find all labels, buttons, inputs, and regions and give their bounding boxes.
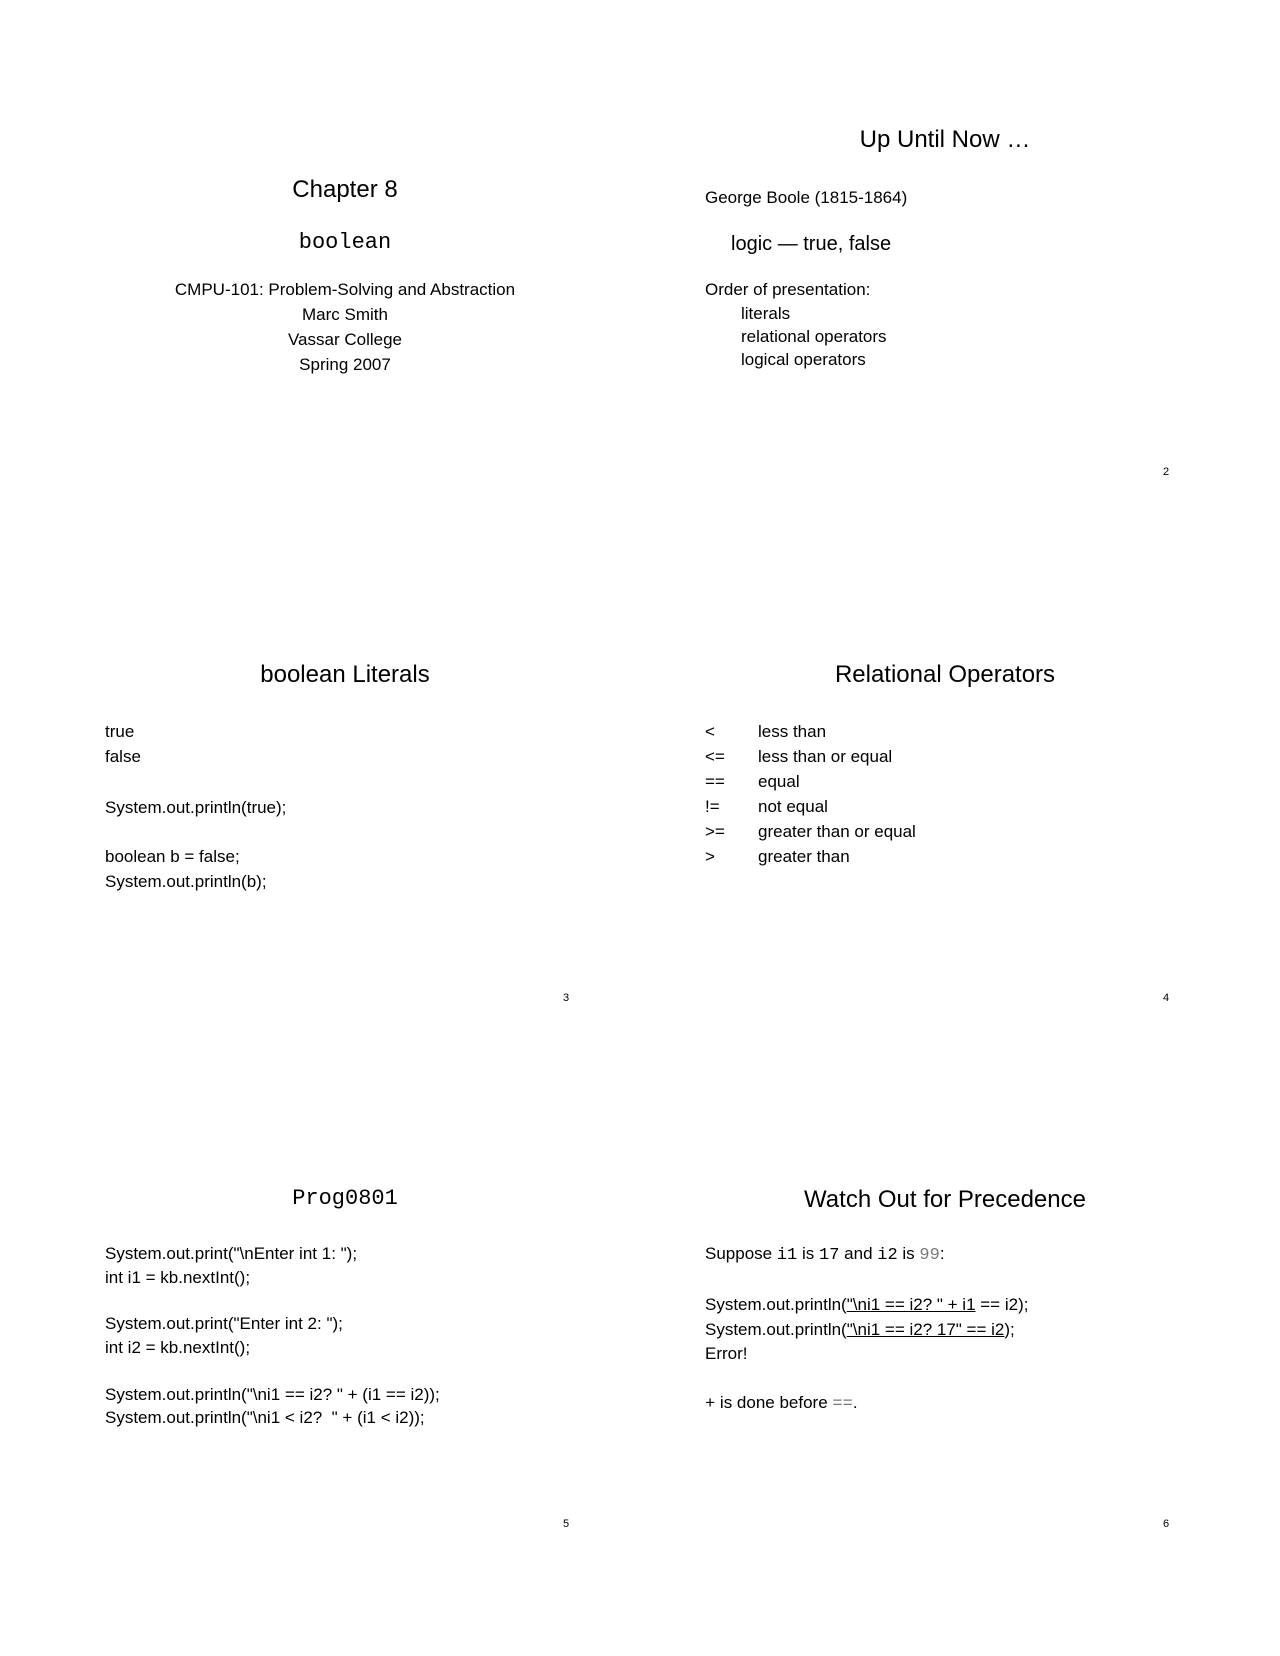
var-i2: i2 (877, 1246, 898, 1265)
code-line: boolean b = false; (105, 847, 240, 866)
code-line: int i1 = kb.nextInt(); (105, 1268, 251, 1287)
slide-3 (45, 626, 645, 1126)
value-99: 99 (919, 1246, 940, 1265)
slide-5 (45, 1152, 645, 1652)
slide-title: boolean Literals (260, 661, 430, 688)
value-17: 17 (819, 1246, 840, 1265)
operator-symbol: == (705, 772, 725, 791)
text: : (939, 1244, 945, 1263)
code-part: == i2); (975, 1295, 1029, 1314)
code-line: System.out.println("\ni1 == i2? " + (i1 == i2)); (105, 1385, 440, 1404)
plus-op: + (705, 1395, 716, 1414)
code-part: System.out.println( (705, 1320, 847, 1339)
slide-6 (645, 1152, 1245, 1652)
operator-desc: not equal (758, 797, 828, 816)
author: Marc Smith (302, 305, 388, 324)
operator-symbol: > (705, 847, 715, 866)
person-line: George Boole (1815-1864) (705, 188, 908, 207)
code-line: false (105, 747, 141, 766)
order-label: Order of presentation: (705, 280, 871, 299)
list-item: literals (741, 304, 791, 323)
operator-desc: greater than (758, 847, 850, 866)
page-number: 4 (1163, 992, 1170, 1004)
page-number: 2 (1163, 466, 1170, 478)
precedence-note (705, 1393, 858, 1414)
text: is done before (715, 1393, 833, 1412)
var-i1: i1 (776, 1246, 798, 1265)
slide-title: Relational Operators (834, 661, 1056, 688)
operator-symbol: < (705, 722, 715, 741)
slide-title: Up Until Now … (859, 126, 1031, 153)
code-line: System.out.println(true); (105, 798, 287, 817)
code-line: System.out.println("\ni1 < i2? " + (i1 < i2)); (105, 1408, 425, 1427)
operator-desc: greater than or equal (758, 822, 916, 841)
operator-desc: less than or equal (758, 747, 893, 766)
code-line (705, 1295, 1028, 1315)
logic-line: logic — true, false (731, 233, 892, 255)
slide-2 (645, 100, 1245, 600)
slide-title: Chapter 8 (292, 176, 398, 203)
slide-subtitle: boolean (298, 230, 392, 255)
list-item: relational operators (741, 327, 887, 346)
slide-1 (45, 100, 645, 600)
text: is (902, 1244, 915, 1263)
operator-desc: less than (758, 722, 827, 741)
suppose-line (705, 1244, 945, 1265)
code-line: int i2 = kb.nextInt(); (105, 1338, 251, 1357)
text: is (802, 1244, 815, 1263)
code-line: System.out.print("Enter int 2: "); (105, 1314, 343, 1333)
course-name: CMPU-101: Problem-Solving and Abstraction (174, 280, 516, 299)
text: Suppose (705, 1244, 773, 1263)
text: and (844, 1244, 873, 1263)
text: . (852, 1393, 858, 1412)
eq-op: == (832, 1395, 853, 1414)
page-number: 6 (1163, 1518, 1170, 1530)
code-line (705, 1320, 1015, 1340)
code-line: System.out.println(b); (105, 872, 267, 891)
operator-desc: equal (758, 772, 800, 791)
operator-symbol: <= (705, 747, 725, 766)
slide-4 (645, 626, 1245, 1126)
page-number: 5 (563, 1518, 570, 1530)
code-line: System.out.print("\nEnter int 1: "); (105, 1244, 358, 1263)
error-text: Error! (705, 1344, 748, 1363)
code-part: System.out.println( (705, 1295, 847, 1314)
code-part: ); (1004, 1320, 1015, 1339)
operator-symbol: != (705, 797, 720, 816)
page-number: 3 (563, 992, 570, 1004)
underlined-expr: "\ni1 == i2? 17" == i2 (846, 1320, 1005, 1339)
slide-title: Watch Out for Precedence (804, 1186, 1086, 1213)
operator-symbol: >= (705, 822, 725, 841)
list-item: logical operators (741, 350, 866, 369)
institution: Vassar College (287, 330, 403, 349)
slide-title: Prog0801 (292, 1186, 398, 1211)
code-line: true (105, 722, 135, 741)
term: Spring 2007 (299, 355, 391, 374)
underlined-expr: "\ni1 == i2? " + i1 (846, 1295, 976, 1314)
